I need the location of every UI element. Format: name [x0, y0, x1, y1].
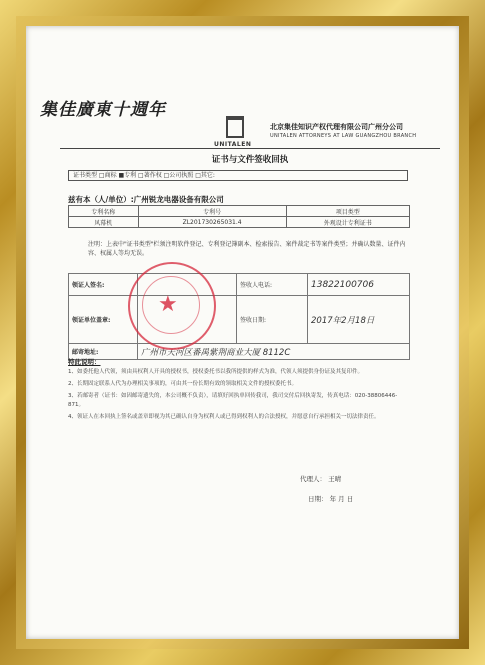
notice-item: 4、领证人在本回执上签名或盖章即视为其已确认自身为权利人或已得到权利人的合法授权，并愿意自行承担相关一切法律责任。	[68, 414, 380, 420]
cert-type-row: 证书类型 □商标 ■专利 □著作权 □公司执照 □其它:	[68, 170, 408, 181]
header-divider	[60, 148, 440, 149]
notice-title: 特此说明：	[68, 358, 101, 366]
date-value: 2017年2月18日	[308, 296, 410, 344]
stamp-label: 领证单位盖章:	[69, 296, 138, 344]
agent-line	[300, 474, 341, 483]
receipt-table	[68, 273, 410, 360]
table-cell: ZL201730265031.4	[138, 217, 286, 228]
table-cell: 外观设计专利证书	[286, 217, 409, 228]
agent-label: 代理人：	[300, 475, 326, 483]
phone-value: 13822100706	[308, 274, 410, 296]
agent-name: 王晴	[328, 475, 342, 483]
address-label: 邮寄地址:	[69, 344, 138, 360]
note-text: 注明：上表中"证书类型"栏须注明软件登记、专利登记簿副本、检索报告、案件裁定书等案件类型；并确认数量、证件内容、权属人等均无误。	[88, 241, 406, 257]
firm-logo-text: UNITALEN	[214, 141, 252, 148]
document-title: 证书与文件签收回执	[211, 155, 289, 165]
sign-date-label: 日期：	[308, 495, 328, 503]
table-header: 专利号	[138, 206, 286, 217]
firm-name-en: UNITALEN ATTORNEYS AT LAW GUANGZHOU BRANCH	[270, 133, 417, 139]
firm-name-cn: 北京集佳知识产权代理有限公司广州分公司	[270, 123, 403, 131]
table-cell: 风幕机	[69, 217, 139, 228]
notice-item: 1、如委托他人代领，须由具权利人开具的授权书，授权委托书以我所提供的样式为准，代领人须提供身份证及其复印件。	[68, 369, 364, 375]
table-header: 专利名称	[69, 206, 139, 217]
notice-list	[68, 368, 410, 425]
date-label: 签收日期:	[237, 296, 308, 344]
patent-table	[68, 205, 410, 228]
notice-item: 2、长期固定联系人代为办理相关事项的，可由其一份长期有效的领取相关文件的授权委托书。	[68, 381, 298, 387]
calligraphy-heading: 集佳廣東十週年	[40, 100, 166, 120]
seal-star-icon: ★	[158, 292, 178, 317]
sign-date-value: 年 月 日	[329, 495, 354, 503]
holder-line: 兹有本（人/单位）:广州锐龙电器设备有限公司	[68, 195, 224, 204]
sign-date-line	[308, 494, 353, 503]
phone-label: 签收人电话:	[237, 274, 308, 296]
address-value: 广州市天河区番禺紫荆商业大厦 8112C	[138, 344, 410, 360]
notice-item: 3、若邮寄者（证书：如因邮寄遗失的，本公司概不负责），请填好回执单回传我司，我司交付后回执寄发，传真电话：020-38806446-871。	[68, 393, 398, 408]
table-header: 项目类型	[286, 206, 409, 217]
sign-label: 领证人签名:	[69, 274, 138, 296]
firm-logo-icon	[226, 116, 244, 138]
